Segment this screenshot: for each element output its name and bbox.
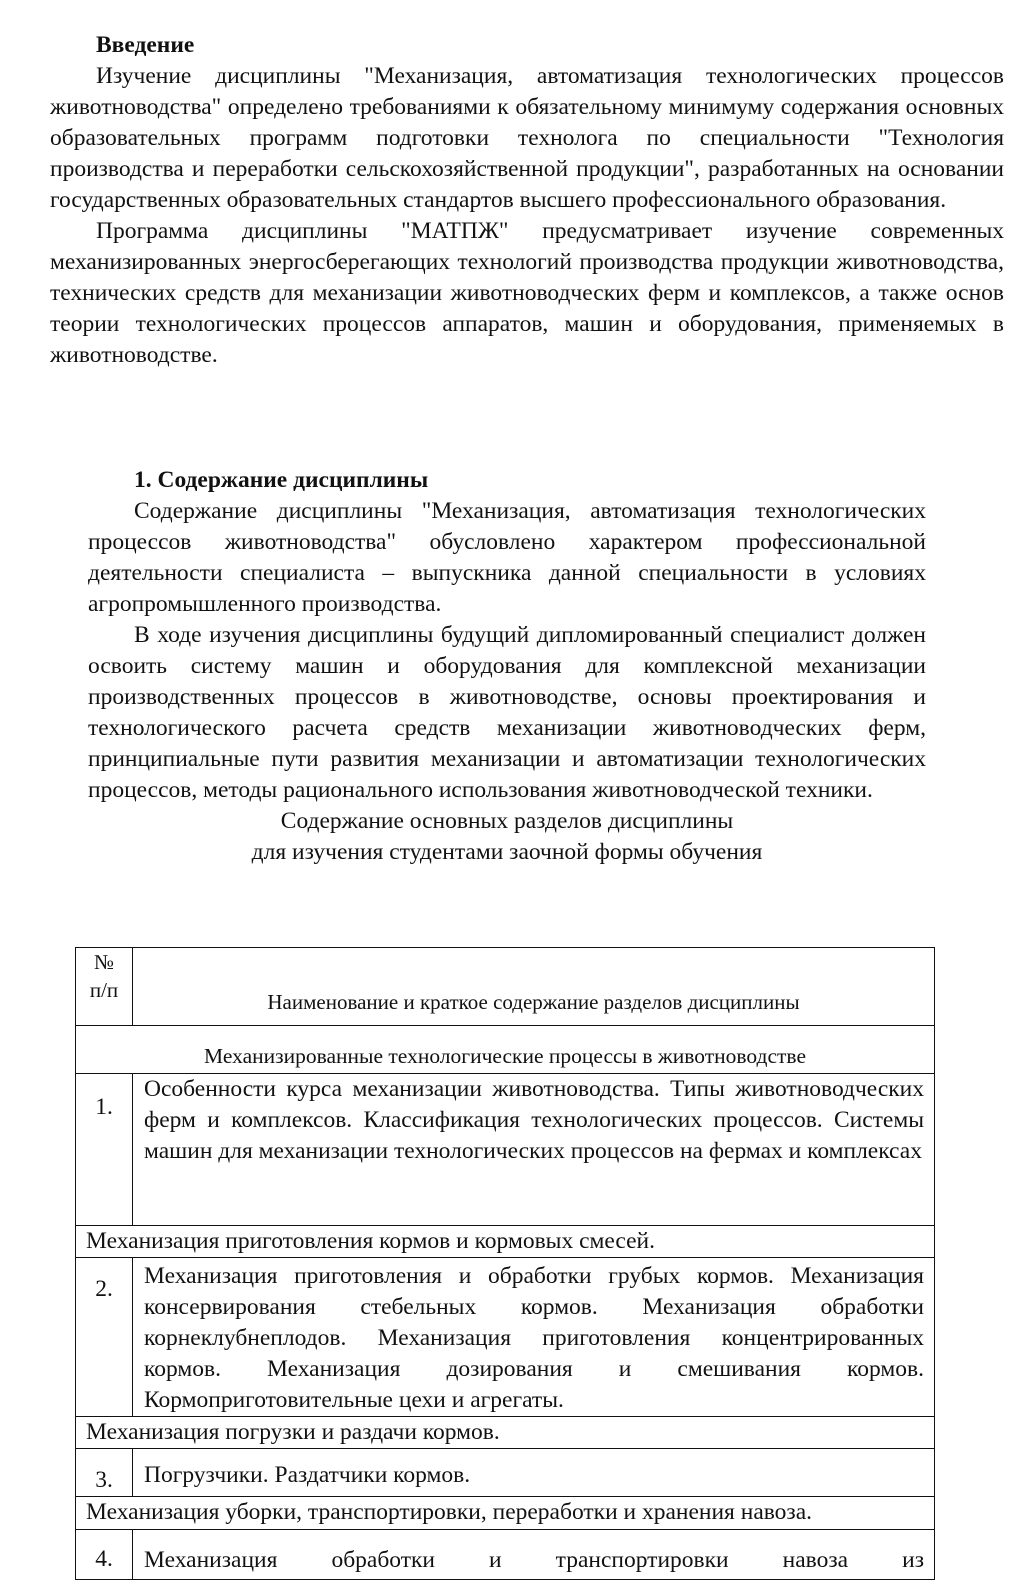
section-content [88,465,926,868]
table-row [76,1258,935,1417]
table-row [76,1074,935,1226]
row-number: 1. [76,1074,133,1226]
row-content-text: Механизация приготовления и обработки грубых кормов. Механизация консервирования стебельных кормов. Механизация обработки корнеклубнеплодов. Механизация приготовления концентрированных кормов. Механизация дозирования и смешивания кормов. Кормоприготовительные цехи и агрегаты. [144,1263,924,1413]
group-title: Механизированные технологические процессы в животноводстве [76,1026,935,1074]
table-group-row [76,1226,935,1258]
table-caption-line-2: для изучения студентами заочной формы обучения [251,839,763,865]
intro-paragraph-1: Изучение дисциплины "Механизация, автоматизация технологических процессов животноводства" определено требованиями к обязательному минимуму содержания основных образовательных программ подготовки технолога по специальности "Технология производства и переработки сельскохозяйственной продукции", разработанных на основании государственных образовательных стандартов высшего профессионального образования. [50,63,1004,213]
header-title-cell: Наименование и краткое содержание разделов дисциплины [133,948,935,1026]
table-row [76,1449,935,1497]
section-paragraph-2: В ходе изучения дисциплины будущий дипломированный специалист должен освоить систему машин и оборудования для комплексной механизации производственных процессов в животноводстве, основы проектирования и технологического расчета средств механизации животноводческих ферм, принципиальные пути развития механизации и автоматизации технологических процессов, методы рационального использования животноводческой техники. [88,622,926,803]
intro-paragraph-2: Программа дисциплины "МАТПЖ" предусматривает изучение современных механизированных энергосберегающих технологий производства продукции животноводства, технических средств для механизации животноводческих ферм и комплексов, а также основ теории технологических процессов аппаратов, машин и оборудования, применяемых в животноводстве. [50,218,1004,368]
row-number: 2. [76,1258,133,1417]
table-group-row [76,1026,935,1074]
section-heading: 1. Содержание дисциплины [134,467,429,493]
row-content [133,1258,935,1417]
row-content [133,1074,935,1226]
row-number: 3. [76,1449,133,1497]
row-content-text: Особенности курса механизации животноводства. Типы животноводческих ферм и комплексов. Классификация технологических процессов. Системы машин для механизации технологических процессов на фермах и комплексах [144,1076,924,1164]
row-content [133,1530,935,1580]
row-number: 4. [76,1530,133,1580]
group-title: Механизация погрузки и раздачи кормов. [76,1417,935,1449]
intro-section [50,30,1004,371]
header-num-symbol: № [93,950,115,974]
group-title: Механизация приготовления кормов и кормовых смесей. [76,1226,935,1258]
row-content-text: Механизация обработки и транспортировки навоза из [144,1547,924,1573]
header-num-abbrev: п/п [89,978,119,1002]
table-row [76,1530,935,1580]
row-content: Погрузчики. Раздатчики кормов. [133,1449,935,1497]
table-group-row [76,1417,935,1449]
header-num-cell [76,948,133,1026]
sections-table [75,947,935,1580]
group-title: Механизация уборки, транспортировки, переработки и хранения навоза. [76,1497,935,1530]
table-caption-line-1: Содержание основных разделов дисциплины [280,808,734,834]
section-paragraph-1: Содержание дисциплины "Механизация, автоматизация технологических процессов животноводства" обусловлено характером профессиональной деятельности специалиста – выпускника данной специальности в условиях агропромышленного производства. [88,498,926,617]
table-group-row [76,1497,935,1530]
table-header-row [76,948,935,1026]
intro-heading: Введение [96,32,195,58]
